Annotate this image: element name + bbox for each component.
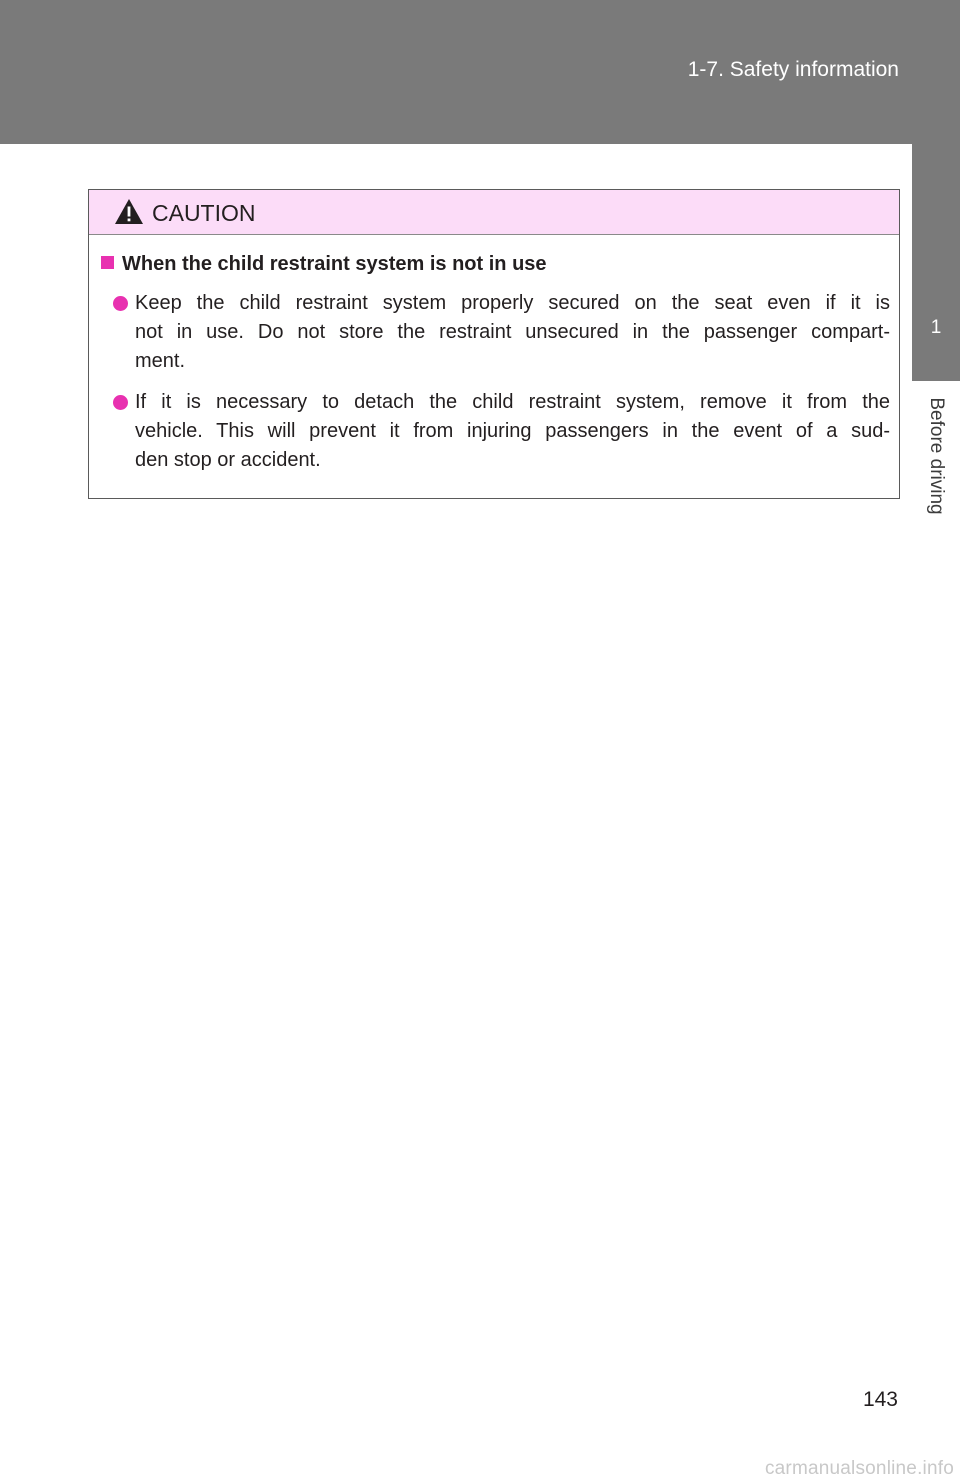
- caution-box: [88, 189, 900, 499]
- chapter-label: [912, 381, 960, 541]
- text-line: ment.: [135, 350, 186, 372]
- list-item-text: [135, 289, 890, 376]
- watermark: carmanualsonline.info: [764, 1458, 954, 1479]
- header-bar: [0, 0, 960, 144]
- chapter-tab[interactable]: [912, 144, 960, 381]
- text-line: vehicle. This will prevent it from injuring passengers in the event of a sud-: [135, 420, 890, 442]
- warning-triangle-icon: [114, 198, 144, 225]
- text-line: If it is necessary to detach the child restraint system, remove it from the: [135, 391, 890, 413]
- caution-title: CAUTION: [152, 200, 256, 226]
- chapter-label-text: Before driving: [926, 397, 947, 515]
- caution-heading: [101, 253, 547, 276]
- list-item: [113, 388, 890, 475]
- list-item: [113, 289, 890, 376]
- text-line: den stop or accident.: [135, 449, 321, 471]
- text-line: not in use. Do not store the restraint unsecured in the passenger compart-: [135, 321, 890, 343]
- section-title: 1-7. Safety information: [687, 58, 899, 81]
- circle-bullet-icon: [113, 395, 128, 410]
- text-line: Keep the child restraint system properly secured on the seat even if it is: [135, 292, 890, 314]
- list-item-text: [135, 388, 890, 475]
- square-bullet-icon: [101, 256, 114, 269]
- chapter-number: 1: [930, 317, 942, 338]
- circle-bullet-icon: [113, 296, 128, 311]
- page-number: 143: [862, 1388, 898, 1411]
- caution-header: [89, 190, 899, 235]
- caution-heading-text: When the child restraint system is not in use: [122, 253, 547, 275]
